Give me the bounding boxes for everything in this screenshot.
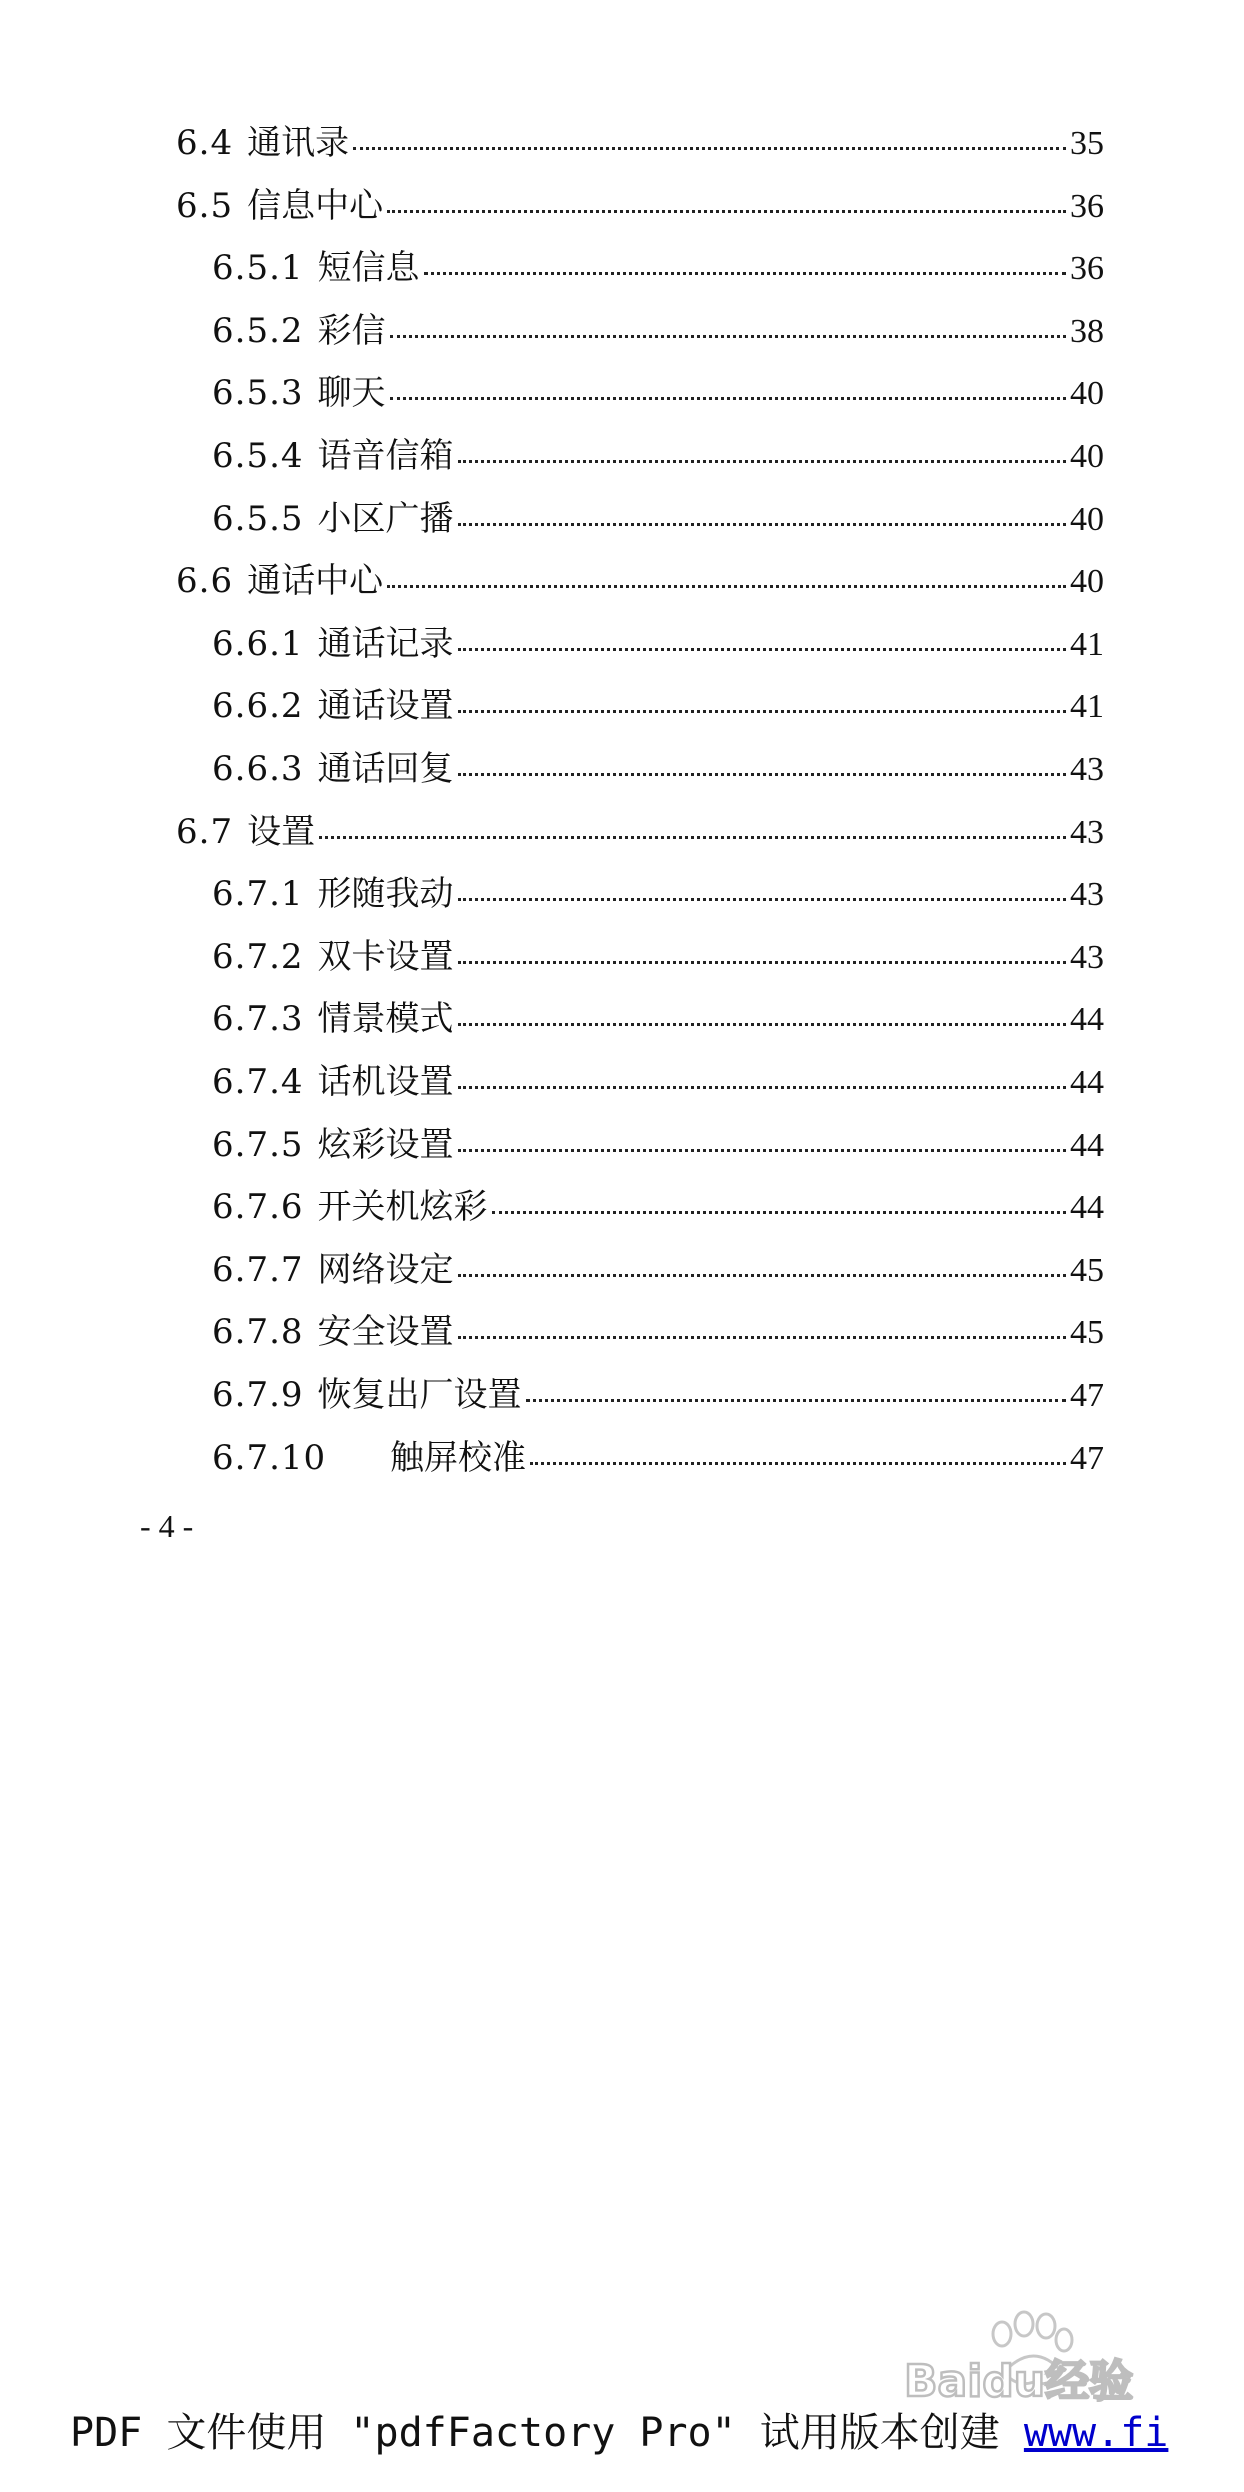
- toc-entry-page: 43: [1070, 939, 1104, 976]
- toc-entry[interactable]: [212, 306, 1104, 356]
- page-number: - 4 -: [140, 1508, 194, 1544]
- toc-entry-page: 45: [1070, 1314, 1104, 1351]
- toc-entry[interactable]: [212, 431, 1104, 481]
- toc-entry-page: 35: [1070, 125, 1104, 162]
- toc-entry-page: 40: [1070, 438, 1104, 475]
- toc-dot-leader: [390, 397, 1066, 400]
- toc-dot-leader: [526, 1399, 1066, 1402]
- toc-entry-title: 通讯录: [247, 123, 350, 163]
- toc-entry-title: 通话设置: [317, 686, 454, 726]
- toc-entry[interactable]: [176, 807, 1104, 857]
- toc-entry[interactable]: [212, 1120, 1104, 1170]
- toc-entry-title: 短信息: [317, 248, 420, 288]
- toc-entry-page: 40: [1070, 563, 1104, 600]
- toc-entry-title: 通话中心: [247, 561, 384, 601]
- toc-entry-number: 6.7.5: [212, 1125, 304, 1165]
- toc-entry-page: 47: [1070, 1377, 1104, 1414]
- toc-entry-number: 6.5.1: [212, 248, 304, 288]
- toc-entry[interactable]: [212, 869, 1104, 919]
- pdf-footer-text: PDF 文件使用 "pdfFactory Pro" 试用版本创建: [70, 2410, 1024, 2456]
- toc-dot-leader: [390, 335, 1066, 338]
- toc-entry[interactable]: [212, 1307, 1104, 1357]
- toc-entry-number: 6.7.9: [212, 1375, 304, 1415]
- toc-entry-page: 43: [1070, 751, 1104, 788]
- toc-entry-number: 6.7.4: [212, 1062, 304, 1102]
- toc-entry-number: 6.7.1: [212, 874, 304, 914]
- toc-entry-title: 炫彩设置: [317, 1125, 454, 1165]
- toc-dot-leader: [458, 648, 1066, 651]
- baidu-jingyan-watermark: [884, 2300, 1184, 2410]
- toc-entry-number: 6.6.3: [212, 749, 304, 789]
- pdf-creator-footer: [70, 2398, 1244, 2468]
- toc-entry-title: 通话回复: [317, 749, 454, 789]
- toc-entry-title: 话机设置: [317, 1062, 454, 1102]
- toc-dot-leader: [353, 147, 1066, 150]
- toc-dot-leader: [458, 961, 1066, 964]
- toc-entry-number: 6.6: [176, 561, 234, 601]
- toc-entry-page: 41: [1070, 626, 1104, 663]
- toc-entry-number: 6.5.2: [212, 311, 304, 351]
- toc-entry-number: 6.6.2: [212, 686, 304, 726]
- toc-entry[interactable]: [176, 181, 1104, 231]
- watermark-text: Baidu经验: [904, 2356, 1134, 2407]
- toc-entry[interactable]: [212, 619, 1104, 669]
- toc-entry-number: 6.7: [176, 812, 234, 852]
- toc-dot-leader: [458, 523, 1066, 526]
- toc-dot-leader: [458, 898, 1066, 901]
- toc-entry-title: 情景模式: [317, 999, 454, 1039]
- toc-dot-leader: [458, 1086, 1066, 1089]
- toc-entry-title: 双卡设置: [317, 937, 454, 977]
- toc-entry[interactable]: [212, 1245, 1104, 1295]
- toc-entry-page: 41: [1070, 688, 1104, 725]
- toc-entry-number: 6.5.4: [212, 436, 304, 476]
- toc-entry-page: 44: [1070, 1127, 1104, 1164]
- toc-entry-number: 6.5.5: [212, 499, 304, 539]
- pdf-footer-link[interactable]: www.fi: [1023, 2410, 1169, 2456]
- toc-entry-title: 语音信箱: [317, 436, 454, 476]
- toc-dot-leader: [458, 460, 1066, 463]
- toc-entry-title: 触屏校准: [390, 1438, 526, 1478]
- toc-entry-number: 6.5: [176, 186, 234, 226]
- toc-dot-leader: [458, 1274, 1066, 1277]
- toc-entry-number: 6.7.2: [212, 937, 304, 977]
- toc-dot-leader: [458, 773, 1066, 776]
- toc-dot-leader: [458, 1336, 1066, 1339]
- toc-entry-page: 45: [1070, 1252, 1104, 1289]
- toc-dot-leader: [458, 710, 1066, 713]
- toc-entry[interactable]: [176, 118, 1104, 168]
- toc-entry-page: 44: [1070, 1064, 1104, 1101]
- toc-entry-page: 44: [1070, 1001, 1104, 1038]
- toc-entry[interactable]: [212, 681, 1104, 731]
- toc-dot-leader: [458, 1023, 1066, 1026]
- toc-entry-title: 聊天: [317, 373, 386, 413]
- toc-entry-number: 6.7.3: [212, 999, 304, 1039]
- toc-entry-number: 6.4: [176, 123, 234, 163]
- toc-entry-title: 开关机炫彩: [317, 1187, 488, 1227]
- toc-entry-title: 通话记录: [317, 624, 454, 664]
- toc-dot-leader: [387, 585, 1066, 588]
- toc-entry[interactable]: [212, 744, 1104, 794]
- toc-dot-leader: [458, 1149, 1066, 1152]
- toc-dot-leader: [492, 1211, 1066, 1214]
- toc-entry-page: 43: [1070, 814, 1104, 851]
- toc-entry-page: 47: [1070, 1440, 1104, 1477]
- toc-entry-number: 6.5.3: [212, 373, 304, 413]
- toc-dot-leader: [387, 210, 1066, 213]
- toc-entry[interactable]: [212, 494, 1104, 544]
- toc-entry-number: 6.7.10: [212, 1438, 327, 1478]
- toc-dot-leader: [319, 836, 1066, 839]
- toc-entry-number: 6.6.1: [212, 624, 304, 664]
- toc-entry[interactable]: [212, 1057, 1104, 1107]
- toc-entry-page: 44: [1070, 1189, 1104, 1226]
- toc-entry-page: 38: [1070, 313, 1104, 350]
- toc-entry-page: 36: [1070, 250, 1104, 287]
- toc-entry-title: 恢复出厂设置: [317, 1375, 522, 1415]
- toc-entry-page: 36: [1070, 188, 1104, 225]
- toc-entry-number: 6.7.8: [212, 1312, 304, 1352]
- toc-entry[interactable]: [212, 932, 1104, 982]
- toc-entry-title: 设置: [247, 812, 316, 852]
- toc-entry[interactable]: [212, 1182, 1104, 1232]
- toc-entry[interactable]: [212, 368, 1104, 418]
- toc-entry[interactable]: [212, 1433, 1104, 1483]
- toc-entry-title: 形随我动: [317, 874, 454, 914]
- toc-entry-number: 6.7.6: [212, 1187, 304, 1227]
- toc-entry-title: 网络设定: [317, 1250, 454, 1290]
- toc-entry-title: 彩信: [317, 311, 386, 351]
- toc-entry-page: 43: [1070, 876, 1104, 913]
- toc-dot-leader: [530, 1462, 1066, 1465]
- toc-entry[interactable]: [212, 243, 1104, 293]
- toc-entry[interactable]: [176, 556, 1104, 606]
- toc-entry-page: 40: [1070, 375, 1104, 412]
- toc-dot-leader: [424, 272, 1066, 275]
- toc-entry-number: 6.7.7: [212, 1250, 304, 1290]
- toc-entry-title: 安全设置: [317, 1312, 454, 1352]
- toc-entry-title: 信息中心: [247, 186, 384, 226]
- toc-entry[interactable]: [212, 1370, 1104, 1420]
- toc-entry-page: 40: [1070, 501, 1104, 538]
- toc-entry-title: 小区广播: [317, 499, 454, 539]
- toc-entry[interactable]: [212, 994, 1104, 1044]
